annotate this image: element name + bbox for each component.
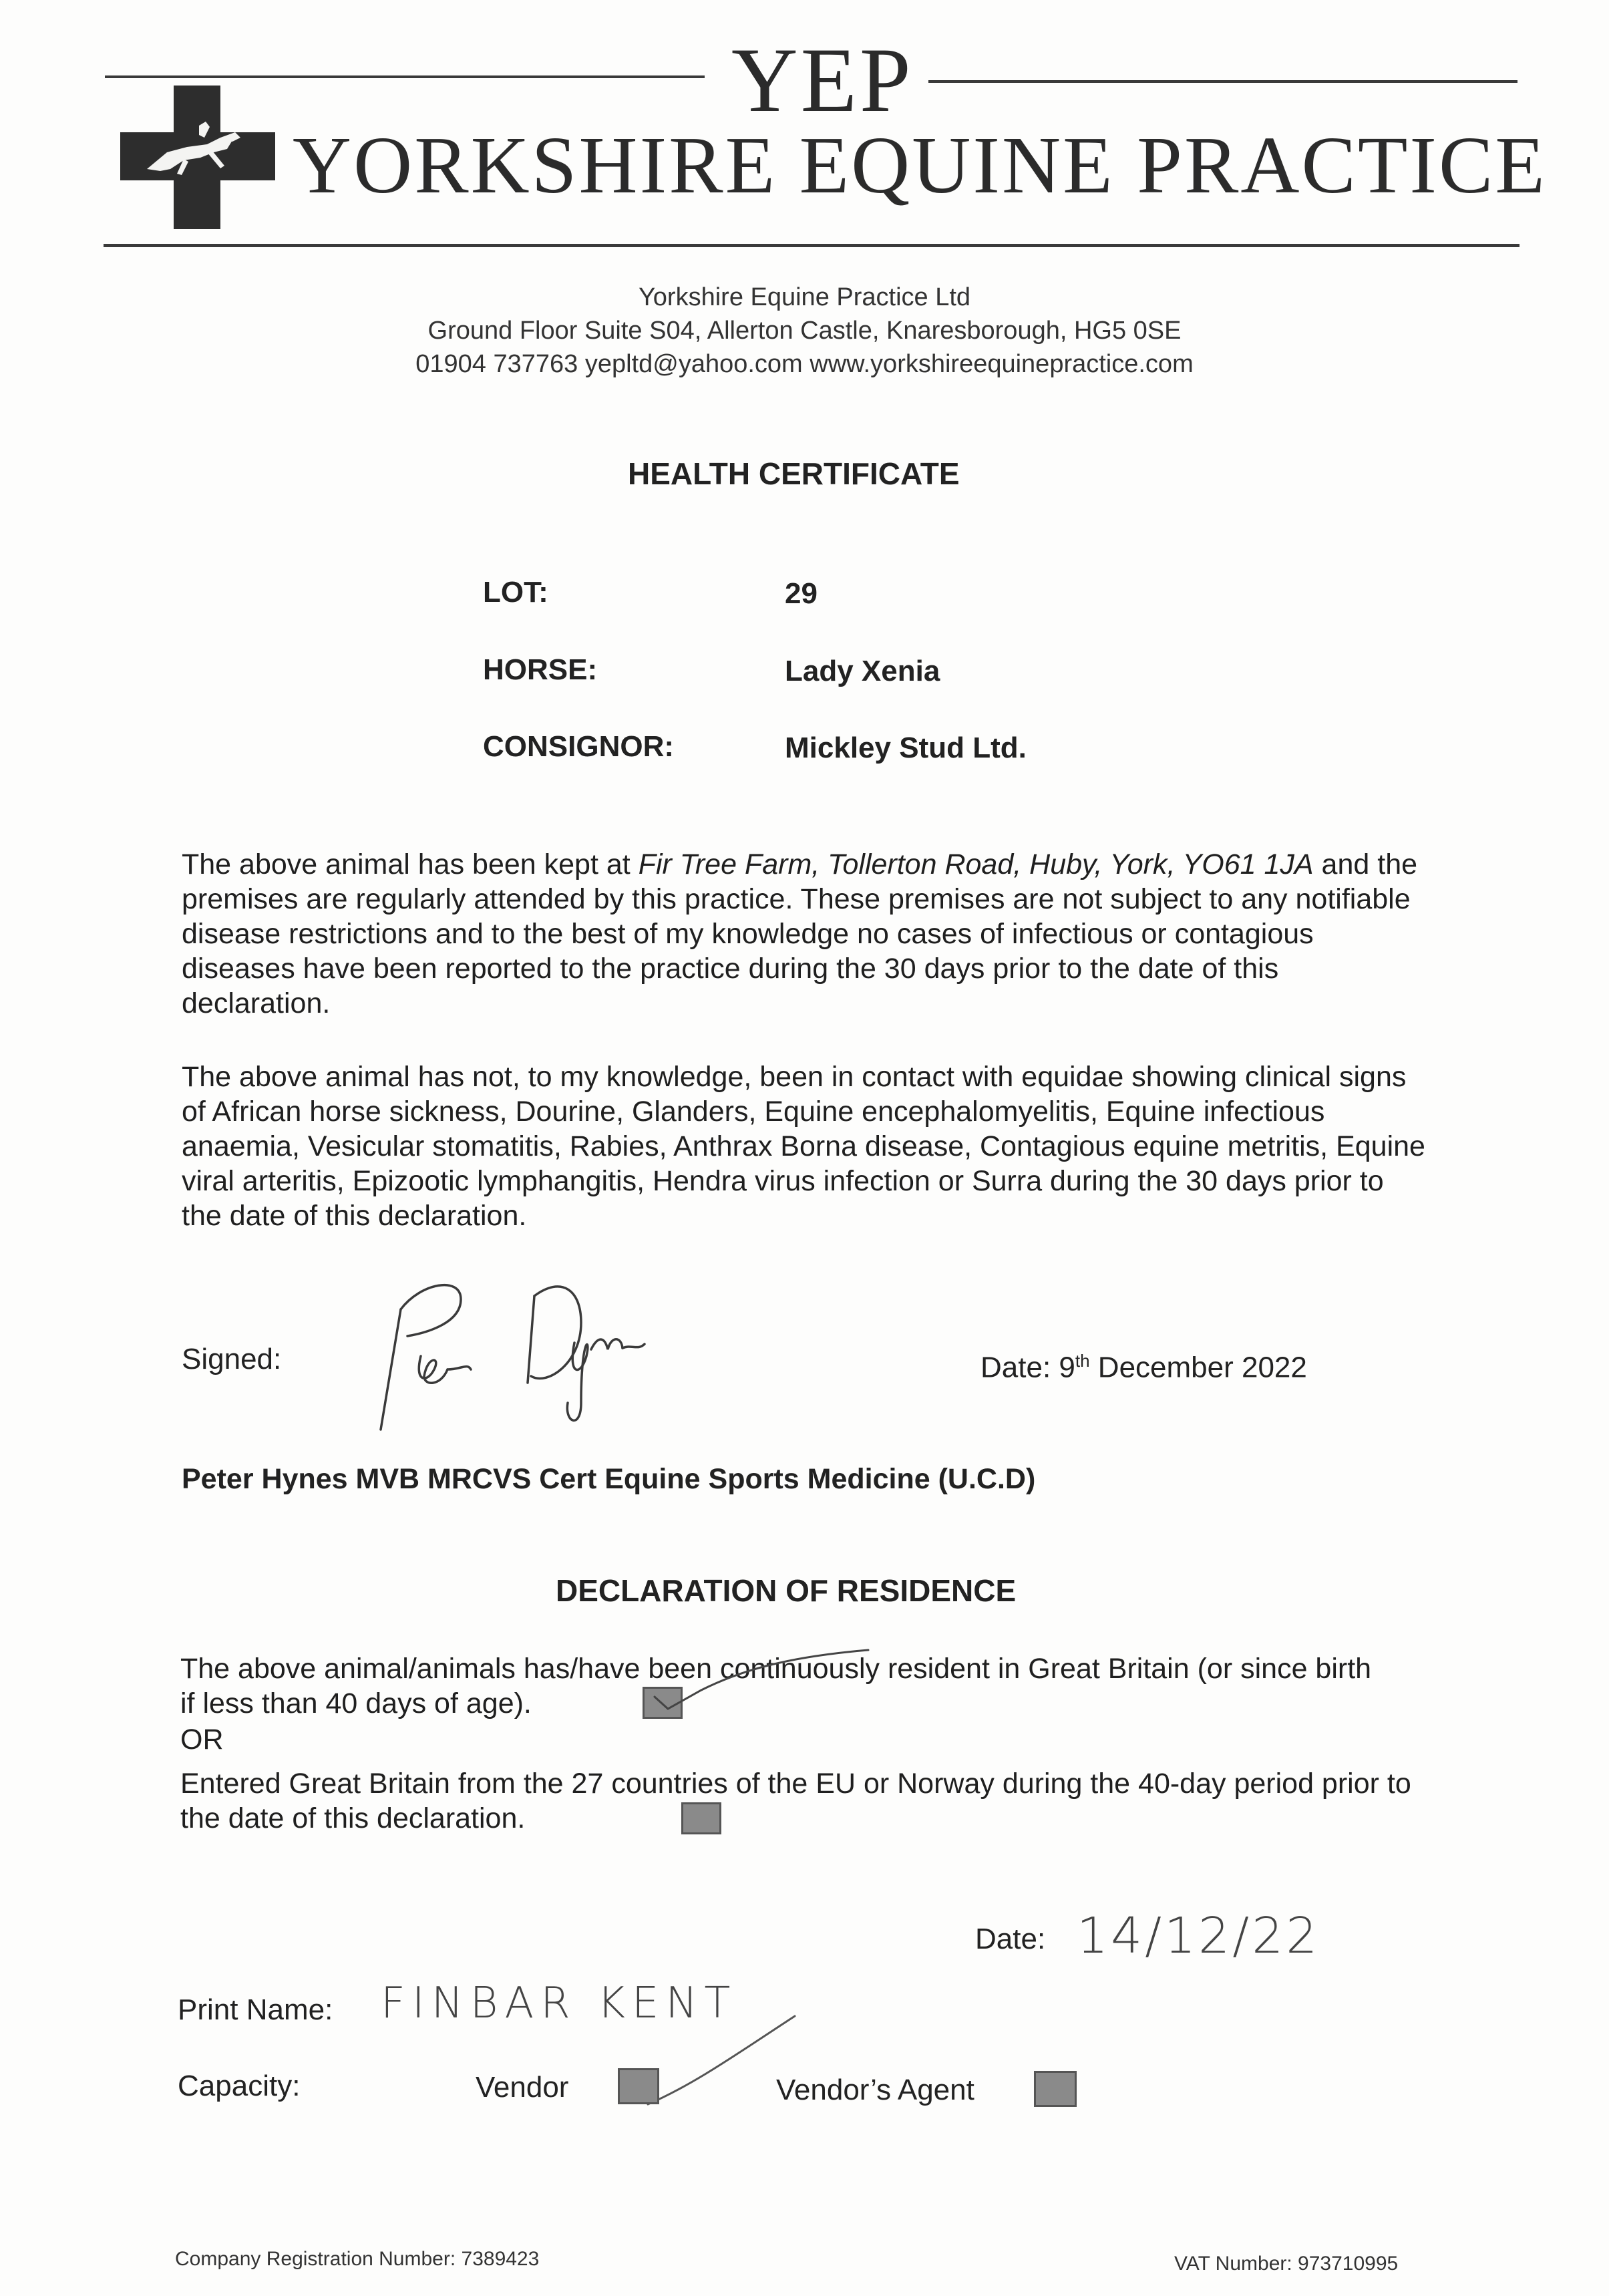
practice-logo-cross-horse-icon	[120, 86, 275, 229]
horse-label: HORSE:	[483, 653, 598, 686]
or-separator: OR	[180, 1724, 224, 1756]
horse-value: Lady Xenia	[785, 655, 940, 687]
company-contact: 01904 737763 yepltd@yahoo.com www.yorkshireequinepractice.com	[415, 350, 1194, 378]
vendor-agent-label: Vendor’s Agent	[776, 2074, 974, 2106]
declaration-date-label: Date:	[975, 1923, 1046, 1955]
document-title: HEALTH CERTIFICATE	[628, 456, 960, 491]
print-name-label: Print Name:	[178, 1993, 333, 2026]
vendor-agent-checkbox[interactable]	[1034, 2071, 1077, 2107]
vat-number: VAT Number: 973710995	[1174, 2253, 1399, 2275]
signed-label: Signed:	[182, 1343, 282, 1375]
practice-name: YORKSHIRE EQUINE PRACTICE	[293, 120, 1547, 210]
company-registration-number: Company Registration Number: 7389423	[175, 2248, 540, 2270]
practice-abbreviation: YEP	[731, 29, 914, 131]
contact-paragraph: The above animal has not, to my knowledge, been in contact with equidae showing clinical signs of African horse sickness, Dourine, Glanders, Equine encephalomyelitis, Equine infectious anaemia, Vesicular stomatitis, Rabies, Anthrax Borna disease, Contagious equine metritis, Equine viral arteritis, Epizootic lymphangitis, Hendra virus infection or Surra during the 30 days prior to the date of this declaration.	[182, 1061, 1425, 1232]
residence-option-1: The above animal/animals has/have been continuously resident in Great Britain (or since birth if less than 40 days of age).	[180, 1653, 1372, 1719]
checkbox-tick-mark	[641, 1643, 882, 1717]
consignor-label: CONSIGNOR:	[483, 730, 674, 763]
header-top-rule-left	[105, 75, 705, 78]
vendor-checkbox[interactable]	[618, 2068, 659, 2104]
consignor-value: Mickley Stud Ltd.	[785, 731, 1027, 764]
print-name-handwritten: FINBAR KENT	[381, 1979, 737, 2028]
signatory-name: Peter Hynes MVB MRCVS Cert Equine Sports Medicine (U.C.D)	[182, 1463, 1036, 1495]
header-top-rule-right	[928, 80, 1517, 83]
declaration-title: DECLARATION OF RESIDENCE	[556, 1573, 1017, 1608]
declaration-date-handwritten: 14/12/22	[1077, 1907, 1320, 1965]
vendor-label: Vendor	[476, 2071, 569, 2104]
company-address: Ground Floor Suite S04, Allerton Castle, Knaresborough, HG5 0SE	[427, 317, 1182, 345]
residence-option-2: Entered Great Britain from the 27 countries of the EU or Norway during the 40-day period prior to the date of this declaration.	[180, 1768, 1411, 1834]
lot-value: 29	[785, 577, 818, 610]
capacity-label: Capacity:	[178, 2070, 301, 2102]
premises-address: Fir Tree Farm, Tollerton Road, Huby, York, YO61 1JA	[638, 848, 1314, 880]
vet-signature	[361, 1269, 675, 1436]
company-name: Yorkshire Equine Practice Ltd	[638, 283, 971, 311]
residence-option-2-checkbox[interactable]	[681, 1802, 721, 1834]
signature-date: Date: 9th December 2022	[980, 1351, 1307, 1384]
premises-paragraph: The above animal has been kept at Fir Tree Farm, Tollerton Road, Huby, York, YO61 1JA and the premises are regularly attended by this practice. These premises are not subject to any notifiable disease restrictions and to the best of my knowledge no cases of infectious or contagious diseases have been reported to the practice during the 30 days prior to the date of this declaration.	[182, 848, 1418, 1019]
lot-label: LOT:	[483, 576, 548, 609]
header-bottom-rule	[104, 244, 1519, 247]
